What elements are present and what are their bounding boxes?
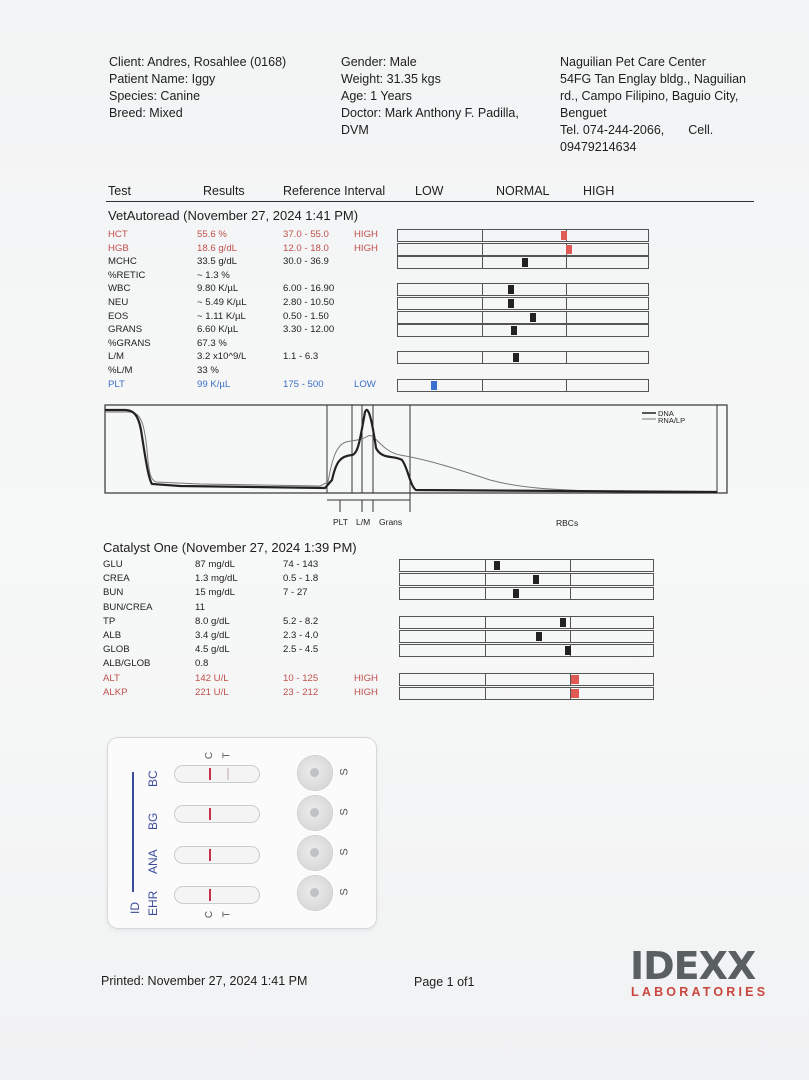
test-result: 3.4 g/dL: [195, 630, 230, 641]
cassette-c-top: C: [204, 751, 216, 760]
cassette-t-bottom: T: [221, 911, 233, 918]
test-result: 1.3 mg/dL: [195, 573, 238, 585]
reference-interval: 7 - 27: [283, 587, 308, 599]
reference-interval: 10 - 125: [283, 672, 319, 684]
weight-line: Weight: 31.35 kgs: [341, 72, 441, 86]
range-bar: [399, 559, 654, 572]
col-test: Test: [108, 184, 131, 198]
range-divider: [485, 631, 486, 642]
control-spot-bc: [209, 768, 211, 780]
result-marker: [565, 646, 571, 655]
test-name: BUN: [103, 587, 124, 599]
cell-histogram: [100, 400, 740, 535]
test-name: ALT: [103, 672, 120, 684]
test-name: EOS: [108, 310, 129, 322]
reference-interval: 6.00 - 16.90: [283, 283, 335, 295]
range-divider: [482, 352, 483, 363]
test-result: 11: [195, 601, 205, 613]
test-name: PLT: [108, 378, 125, 390]
result-marker: [530, 313, 536, 322]
test-name: BUN/CREA: [103, 601, 153, 613]
test-name: %GRANS: [108, 337, 151, 349]
label-lm: L/M: [356, 517, 371, 527]
sample-label-ehr: S: [338, 888, 351, 896]
header-rule: [106, 201, 754, 202]
cassette-row-bc: BC: [146, 770, 160, 787]
reference-interval: 23 - 212: [283, 686, 319, 698]
range-divider: [570, 617, 571, 628]
result-marker: [513, 353, 519, 362]
patient-line: Patient Name: Iggy: [109, 72, 216, 86]
test-result: 3.2 x10^9/L: [197, 351, 247, 363]
range-divider: [566, 380, 567, 391]
reference-interval: 2.3 - 4.0: [283, 630, 319, 641]
clinic-address-1: 54FG Tan Englay bldg., Naguilian: [560, 72, 746, 86]
range-divider: [566, 284, 567, 295]
sample-label-ana: S: [338, 848, 351, 856]
range-divider: [485, 617, 486, 628]
cassette-t-top: T: [221, 752, 233, 759]
test-name: HGB: [108, 242, 129, 254]
sample-label-bg: S: [338, 808, 351, 816]
range-bar: [397, 324, 649, 337]
result-flag: HIGH: [354, 229, 378, 240]
patient-info: [109, 54, 286, 122]
result-marker: [571, 689, 579, 698]
test-result: 67.3 %: [197, 337, 227, 349]
range-divider: [485, 645, 486, 656]
snap-test-cassette: [108, 738, 376, 928]
test-result: ~ 5.49 K/µL: [197, 297, 247, 308]
range-divider: [485, 560, 486, 571]
col-results: Results: [203, 184, 245, 198]
range-divider: [570, 588, 571, 599]
label-rbcs: RBCs: [556, 518, 579, 528]
reference-interval: 5.2 - 8.2: [283, 615, 319, 627]
cassette-row-ehr: EHR: [146, 890, 160, 916]
sample-well-bc: [298, 756, 332, 790]
clinic-address-2: rd., Campo Filipino, Baguio City,: [560, 89, 739, 103]
test-name: CREA: [103, 573, 130, 585]
test-result: ~ 1.11 K/µL: [197, 310, 246, 322]
doctor-line: Doctor: Mark Anthony F. Padilla,: [341, 106, 519, 120]
result-marker: [513, 589, 519, 598]
test-result: 99 K/µL: [197, 378, 231, 390]
age-line: Age: 1 Years: [341, 89, 412, 103]
result-window-bg: [174, 805, 260, 823]
result-marker: [571, 675, 579, 684]
page-number: Page 1 of1: [414, 975, 475, 989]
result-marker: [494, 561, 500, 570]
reference-interval: 3.30 - 12.00: [283, 324, 335, 336]
vetautoread-title: VetAutoread (November 27, 2024 1:41 PM): [108, 208, 359, 223]
result-marker: [536, 632, 542, 641]
test-result: ~ 1.3 %: [197, 269, 230, 281]
result-marker: [560, 618, 566, 627]
gender-line: Gender: Male: [341, 55, 417, 69]
test-name: %RETIC: [108, 269, 146, 281]
idexx-logo: IDEXX: [630, 944, 756, 988]
test-name: ALKP: [103, 686, 128, 698]
range-bar: [397, 256, 649, 269]
label-plt: PLT: [333, 517, 348, 527]
test-name: GLOB: [103, 644, 130, 656]
cassette-row-ana: ANA: [146, 849, 160, 874]
range-divider: [566, 257, 567, 268]
cassette-blue-line: [132, 772, 134, 892]
control-spot-bg: [209, 808, 211, 820]
range-bar: [397, 283, 649, 296]
result-marker: [566, 245, 572, 254]
range-bar: [399, 573, 654, 586]
result-marker: [511, 326, 517, 335]
cassette-row-bg: BG: [146, 812, 160, 830]
legend-rna-label: RNA/LP: [658, 416, 686, 425]
range-bar: [399, 673, 654, 686]
cassette-id-label: ID: [128, 902, 142, 914]
clinic-name: Naguilian Pet Care Center: [560, 55, 706, 69]
dna-curve: [105, 410, 717, 492]
clinic-cell: 09479214634: [560, 140, 637, 154]
range-divider: [482, 298, 483, 309]
range-divider: [485, 588, 486, 599]
legend-dna-label: DNA: [658, 409, 674, 418]
range-divider: [485, 674, 486, 685]
test-name: ALB/GLOB: [103, 658, 151, 670]
test-result: 87 mg/dL: [195, 559, 236, 570]
test-result: 142 U/L: [195, 672, 229, 684]
range-divider: [482, 244, 483, 255]
test-result: 221 U/L: [195, 686, 229, 698]
range-divider: [566, 325, 567, 336]
test-name: HCT: [108, 229, 128, 240]
printed-date: Printed: November 27, 2024 1:41 PM: [101, 974, 308, 988]
range-bar: [399, 644, 654, 657]
range-bar: [397, 297, 649, 310]
result-marker: [522, 258, 528, 267]
test-result: 33 %: [197, 365, 219, 376]
catalyst-title: Catalyst One (November 27, 2024 1:39 PM): [103, 540, 357, 555]
range-divider: [485, 688, 486, 699]
clinic-cell-label: Cell.: [688, 123, 714, 137]
col-reference: Reference Interval: [283, 184, 386, 198]
test-name: MCHC: [108, 256, 137, 268]
range-divider: [482, 380, 483, 391]
result-flag: HIGH: [354, 242, 378, 254]
idexx-logo-subtitle: LABORATORIES: [631, 985, 769, 999]
range-divider: [482, 284, 483, 295]
col-low: LOW: [415, 184, 444, 198]
test-name: L/M: [108, 351, 124, 363]
test-result: 55.6 %: [197, 229, 227, 240]
sample-label-bc: S: [338, 768, 351, 776]
test-name: GRANS: [108, 324, 143, 336]
result-marker: [508, 299, 514, 308]
reference-interval: 30.0 - 36.9: [283, 256, 329, 268]
range-divider: [570, 574, 571, 585]
result-marker: [533, 575, 539, 584]
range-bar: [397, 351, 649, 364]
cassette-c-bottom: C: [204, 910, 216, 919]
test-name: WBC: [108, 283, 131, 295]
sample-well-ehr: [298, 876, 332, 910]
reference-interval: 2.80 - 10.50: [283, 297, 335, 308]
range-bar: [397, 379, 649, 392]
histogram-frame: [105, 405, 727, 493]
result-flag: HIGH: [354, 672, 378, 684]
label-grans: Grans: [379, 517, 403, 527]
clinic-info: [560, 54, 746, 156]
range-divider: [566, 312, 567, 323]
test-name: GLU: [103, 559, 123, 570]
reference-interval: 0.5 - 1.8: [283, 573, 319, 585]
result-marker: [431, 381, 437, 390]
client-line: Client: Andres, Rosahlee (0168): [109, 55, 287, 69]
col-high: HIGH: [583, 184, 615, 198]
test-result: 33.5 g/dL: [197, 256, 238, 268]
sample-well-bg: [298, 796, 332, 830]
range-divider: [482, 312, 483, 323]
test-result: 6.60 K/µL: [197, 324, 239, 336]
range-divider: [570, 631, 571, 642]
test-name: TP: [103, 615, 116, 627]
control-spot-ehr: [209, 889, 211, 901]
reference-interval: 37.0 - 55.0: [283, 229, 329, 240]
test-result: 0.8: [195, 658, 209, 670]
test-name: %L/M: [108, 365, 133, 376]
range-bar: [397, 311, 649, 324]
result-window-ehr: [174, 886, 260, 904]
range-divider: [485, 574, 486, 585]
col-normal: NORMAL: [496, 184, 550, 198]
range-divider: [482, 325, 483, 336]
reference-interval: 12.0 - 18.0: [283, 242, 329, 254]
species-line: Species: Canine: [109, 89, 201, 103]
test-result: 4.5 g/dL: [195, 644, 230, 656]
range-divider: [566, 352, 567, 363]
range-bar: [399, 616, 654, 629]
range-divider: [570, 560, 571, 571]
range-bar: [397, 229, 649, 242]
reference-interval: 0.50 - 1.50: [283, 310, 329, 322]
clinic-address-3: Benguet: [560, 106, 607, 120]
result-flag: LOW: [354, 378, 376, 390]
control-spot-ana: [209, 849, 211, 861]
test-name: ALB: [103, 630, 122, 641]
patient-details: [341, 54, 519, 139]
range-divider: [482, 257, 483, 268]
clinic-tel: Tel. 074-244-2066,: [560, 123, 665, 137]
doctor-line-2: DVM: [341, 123, 369, 137]
result-flag: HIGH: [354, 686, 378, 698]
reference-interval: 1.1 - 6.3: [283, 351, 319, 363]
result-window-bc: [174, 765, 260, 783]
range-divider: [482, 230, 483, 241]
test-result: 8.0 g/dL: [195, 615, 230, 627]
result-window-ana: [174, 846, 260, 864]
breed-line: Breed: Mixed: [109, 106, 183, 120]
range-bar: [397, 243, 649, 256]
reference-interval: 2.5 - 4.5: [283, 644, 319, 656]
result-marker: [508, 285, 514, 294]
range-divider: [566, 298, 567, 309]
test-spot-bc: [227, 768, 229, 780]
range-bar: [399, 687, 654, 700]
clinic-tel-line: [560, 122, 746, 139]
result-marker: [561, 231, 567, 240]
test-result: 18.6 g/dL: [197, 242, 238, 254]
range-bar: [399, 630, 654, 643]
test-result: 15 mg/dL: [195, 587, 236, 599]
reference-interval: 175 - 500: [283, 378, 324, 390]
test-result: 9.80 K/µL: [197, 283, 239, 295]
range-bar: [399, 587, 654, 600]
test-name: NEU: [108, 297, 129, 308]
sample-well-ana: [298, 836, 332, 870]
reference-interval: 74 - 143: [283, 559, 319, 570]
